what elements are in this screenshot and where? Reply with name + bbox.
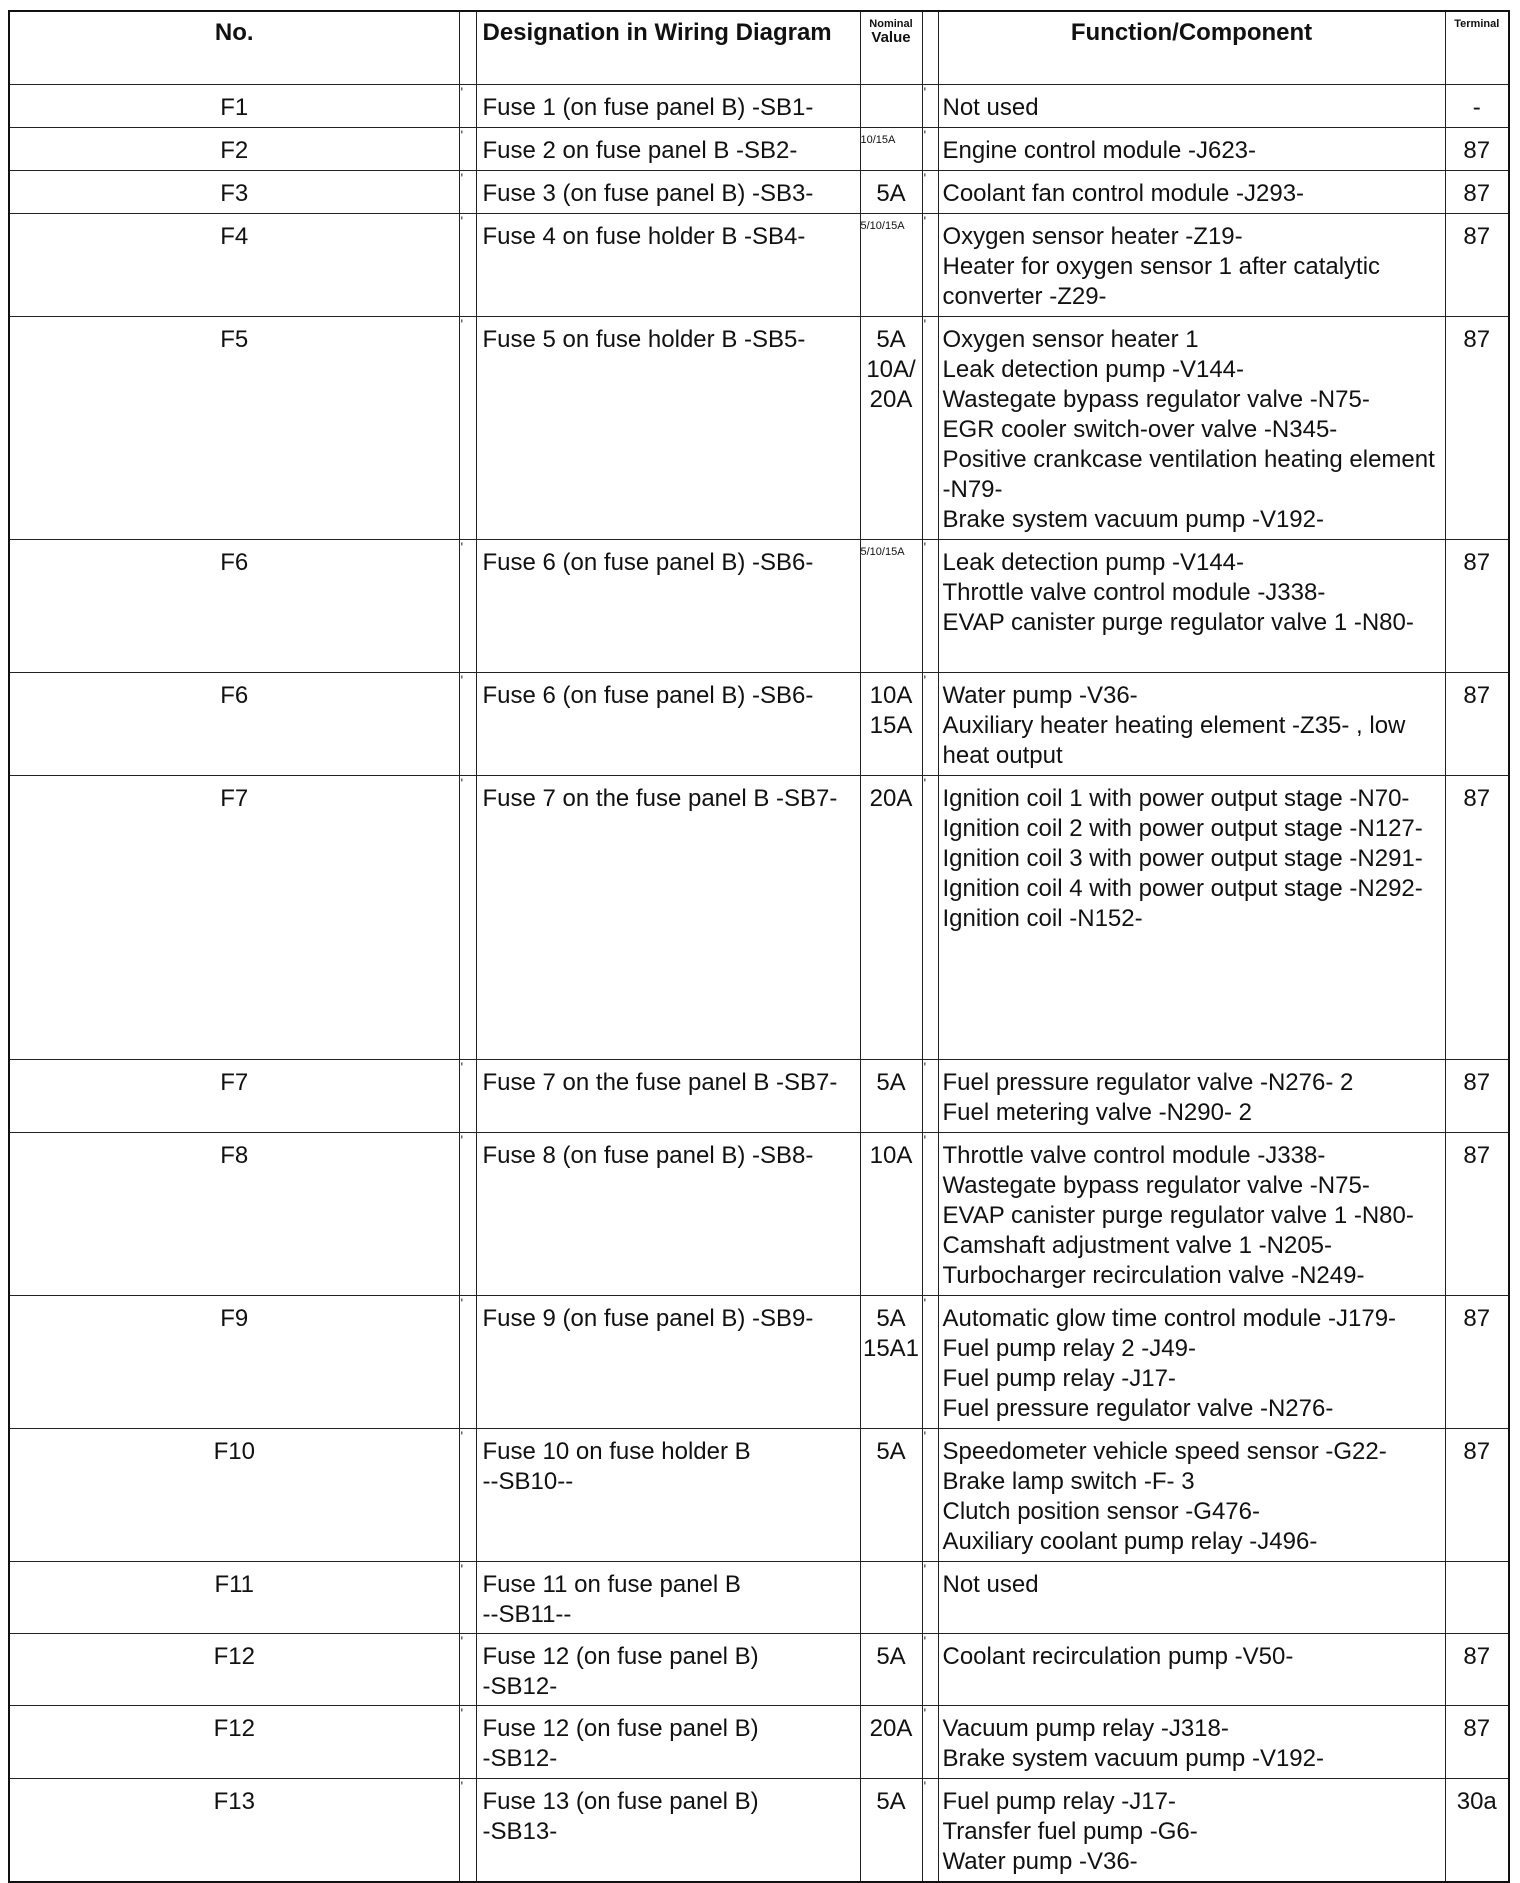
fuse-table-page [8,10,1508,1883]
function-line: Speedometer vehicle speed sensor -G22- [942,1438,1387,1465]
header-terminal-label: Terminal [1454,18,1500,30]
function-line: Engine control module -J623- [942,137,1257,164]
function-component [938,85,1445,128]
nominal-value: 5A [860,1429,922,1562]
function-component [938,1562,1445,1634]
terminal: 87 [1445,317,1509,540]
spacer-cell [459,1296,476,1429]
fuse-designation: Fuse 11 on fuse panel B --SB11-- [476,1562,860,1634]
function-line: Wastegate bypass regulator valve -N75- [942,1172,1370,1199]
spacer-cell [922,673,938,776]
fuse-designation: Fuse 13 (on fuse panel B) -SB13- [476,1779,860,1883]
fuse-number: F1 [9,85,459,128]
terminal: 87 [1445,128,1509,171]
function-line: Camshaft adjustment valve 1 -N205- [942,1232,1333,1259]
function-line: Oxygen sensor heater -Z19- [942,223,1243,250]
nominal-value: 5/10/15A [860,214,922,317]
table-row [9,1429,1509,1562]
terminal: 87 [1445,776,1509,1060]
spacer-cell [459,1634,476,1706]
function-line: Ignition coil 2 with power output stage -N127- [942,815,1423,842]
function-line: Water pump -V36- [942,682,1138,709]
header-row [9,11,1509,85]
nominal-value: 10A [860,1133,922,1296]
fuse-designation: Fuse 8 (on fuse panel B) -SB8- [476,1133,860,1296]
fuse-table [8,10,1510,1883]
fuse-number: F3 [9,171,459,214]
function-line: Water pump -V36- [942,1848,1138,1875]
table-row [9,1296,1509,1429]
function-line: Brake system vacuum pump -V192- [942,1745,1324,1772]
fuse-number: F11 [9,1562,459,1634]
fuse-number: F2 [9,128,459,171]
nominal-value: 10A 15A [860,673,922,776]
spacer-cell [459,540,476,673]
table-row [9,85,1509,128]
fuse-designation: Fuse 9 (on fuse panel B) -SB9- [476,1296,860,1429]
function-component [938,540,1445,673]
spacer-cell [459,1562,476,1634]
spacer-cell [922,1562,938,1634]
spacer-cell [922,1133,938,1296]
spacer-cell [922,540,938,673]
spacer-cell [922,1296,938,1429]
table-row [9,1060,1509,1133]
fuse-designation: Fuse 4 on fuse holder B -SB4- [476,214,860,317]
spacer-cell [459,128,476,171]
function-line: Ignition coil -N152- [942,905,1143,932]
function-line: Leak detection pump -V144- [942,549,1245,576]
spacer-cell [459,317,476,540]
function-line: Fuel pressure regulator valve -N276- 2 [942,1069,1354,1096]
header-designation: Designation in Wiring Diagram [476,11,860,85]
spacer-cell [459,214,476,317]
terminal: 87 [1445,214,1509,317]
fuse-number: F5 [9,317,459,540]
table-row [9,1634,1509,1706]
function-line: Fuel pump relay -J17- [942,1788,1176,1815]
spacer-cell [459,1779,476,1883]
spacer-cell [922,776,938,1060]
nominal-value: 10/15A [860,128,922,171]
spacer-cell [922,85,938,128]
table-row [9,1706,1509,1779]
spacer-cell [459,776,476,1060]
table-row [9,128,1509,171]
function-line: Fuel pump relay 2 -J49- [942,1335,1196,1362]
spacer-cell [922,1429,938,1562]
nominal-value: 5/10/15A [860,540,922,673]
spacer-cell [922,1706,938,1779]
function-line: EVAP canister purge regulator valve 1 -N80- [942,1202,1414,1229]
nominal-value: 5A [860,171,922,214]
function-component [938,171,1445,214]
spacer-cell [459,1133,476,1296]
function-line: Leak detection pump -V144- [942,356,1245,383]
terminal: 87 [1445,1706,1509,1779]
nominal-value: 5A 15A1 [860,1296,922,1429]
function-line: Fuel metering valve -N290- 2 [942,1099,1252,1126]
function-line: Automatic glow time control module -J179- [942,1305,1397,1332]
header-function: Function/Component [938,11,1445,85]
function-component [938,128,1445,171]
fuse-designation: Fuse 3 (on fuse panel B) -SB3- [476,171,860,214]
fuse-designation: Fuse 1 (on fuse panel B) -SB1- [476,85,860,128]
terminal: 87 [1445,1429,1509,1562]
spacer-cell [922,1634,938,1706]
function-line: Auxiliary coolant pump relay -J496- [942,1528,1318,1555]
spacer-cell [922,128,938,171]
fuse-designation: Fuse 12 (on fuse panel B) -SB12- [476,1634,860,1706]
nominal-value: 5A 10A/ 20A [860,317,922,540]
function-component [938,1060,1445,1133]
table-row [9,540,1509,673]
header-spacer [922,11,938,85]
fuse-designation: Fuse 2 on fuse panel B -SB2- [476,128,860,171]
fuse-designation: Fuse 7 on the fuse panel B -SB7- [476,776,860,1060]
fuse-designation: Fuse 5 on fuse holder B -SB5- [476,317,860,540]
function-line: Brake lamp switch -F- 3 [942,1468,1195,1495]
function-line: Ignition coil 3 with power output stage -N291- [942,845,1423,872]
fuse-designation: Fuse 7 on the fuse panel B -SB7- [476,1060,860,1133]
table-row [9,317,1509,540]
spacer-cell [459,171,476,214]
function-line: EGR cooler switch-over valve -N345- [942,416,1338,443]
header-nominal-label: Nominal [869,18,913,30]
terminal: 87 [1445,540,1509,673]
function-line: Fuel pump relay -J17- [942,1365,1176,1392]
function-line: Turbocharger recirculation valve -N249- [942,1262,1365,1289]
header-terminal [1445,11,1509,85]
function-line: Coolant fan control module -J293- [942,180,1305,207]
function-component [938,1296,1445,1429]
function-line: Ignition coil 1 with power output stage -N70- [942,785,1410,812]
table-row [9,214,1509,317]
fuse-number: F13 [9,1779,459,1883]
spacer-cell [459,1429,476,1562]
nominal-value: 5A [860,1634,922,1706]
nominal-value: 5A [860,1060,922,1133]
function-component [938,1634,1445,1706]
nominal-value: 5A [860,1779,922,1883]
fuse-number: F12 [9,1634,459,1706]
fuse-designation: Fuse 10 on fuse holder B --SB10-- [476,1429,860,1562]
nominal-value: 20A [860,776,922,1060]
function-component [938,214,1445,317]
nominal-value: 20A [860,1706,922,1779]
spacer-cell [922,214,938,317]
header-spacer [459,11,476,85]
spacer-cell [459,1060,476,1133]
function-line: Wastegate bypass regulator valve -N75- [942,386,1370,413]
terminal: 87 [1445,1060,1509,1133]
function-line: Transfer fuel pump -G6- [942,1818,1198,1845]
table-row [9,1562,1509,1634]
table-row [9,673,1509,776]
fuse-number: F6 [9,540,459,673]
terminal: 87 [1445,673,1509,776]
function-line: Vacuum pump relay -J318- [942,1715,1229,1742]
function-line: Throttle valve control module -J338- [942,579,1326,606]
spacer-cell [922,1060,938,1133]
function-line: Not used [942,94,1039,121]
function-line: EVAP canister purge regulator valve 1 -N80- [942,609,1414,636]
terminal: 87 [1445,1133,1509,1296]
fuse-number: F4 [9,214,459,317]
terminal: 30a [1445,1779,1509,1883]
function-line: Oxygen sensor heater 1 [942,326,1199,353]
function-line: Ignition coil 4 with power output stage -N292- [942,875,1423,902]
terminal: - [1445,85,1509,128]
spacer-cell [459,673,476,776]
fuse-designation: Fuse 12 (on fuse panel B) -SB12- [476,1706,860,1779]
nominal-value [860,85,922,128]
function-component [938,1779,1445,1883]
table-row [9,171,1509,214]
fuse-designation: Fuse 6 (on fuse panel B) -SB6- [476,673,860,776]
function-line: Throttle valve control module -J338- [942,1142,1326,1169]
function-line: Auxiliary heater heating element -Z35- , low heat output [942,712,1406,769]
function-component [938,317,1445,540]
fuse-number: F12 [9,1706,459,1779]
fuse-number: F9 [9,1296,459,1429]
function-line: Heater for oxygen sensor 1 after catalytic converter -Z29- [942,253,1381,310]
terminal: 87 [1445,1634,1509,1706]
fuse-number: F6 [9,673,459,776]
function-component [938,776,1445,1060]
function-component [938,673,1445,776]
spacer-cell [922,1779,938,1883]
function-component [938,1706,1445,1779]
spacer-cell [922,171,938,214]
function-component [938,1133,1445,1296]
nominal-value [860,1562,922,1634]
fuse-number: F7 [9,776,459,1060]
spacer-cell [922,317,938,540]
fuse-number: F10 [9,1429,459,1562]
fuse-number: F8 [9,1133,459,1296]
function-line: Clutch position sensor -G476- [942,1498,1260,1525]
table-row [9,1133,1509,1296]
fuse-designation: Fuse 6 (on fuse panel B) -SB6- [476,540,860,673]
fuse-number: F7 [9,1060,459,1133]
function-line: Coolant recirculation pump -V50- [942,1643,1294,1670]
spacer-cell [459,85,476,128]
terminal: 87 [1445,1296,1509,1429]
table-row [9,1779,1509,1883]
function-line: Brake system vacuum pump -V192- [942,506,1324,533]
fuse-table-body [9,85,1509,1883]
table-row [9,776,1509,1060]
function-line: Not used [942,1571,1039,1598]
function-line: Fuel pressure regulator valve -N276- [942,1395,1334,1422]
spacer-cell [459,1706,476,1779]
terminal: 87 [1445,171,1509,214]
function-component [938,1429,1445,1562]
header-no: No. [9,11,459,85]
terminal [1445,1562,1509,1634]
header-value-label: Value [871,29,911,46]
header-nominal-value [860,11,922,85]
function-line: Positive crankcase ventilation heating element -N79- [942,446,1435,503]
